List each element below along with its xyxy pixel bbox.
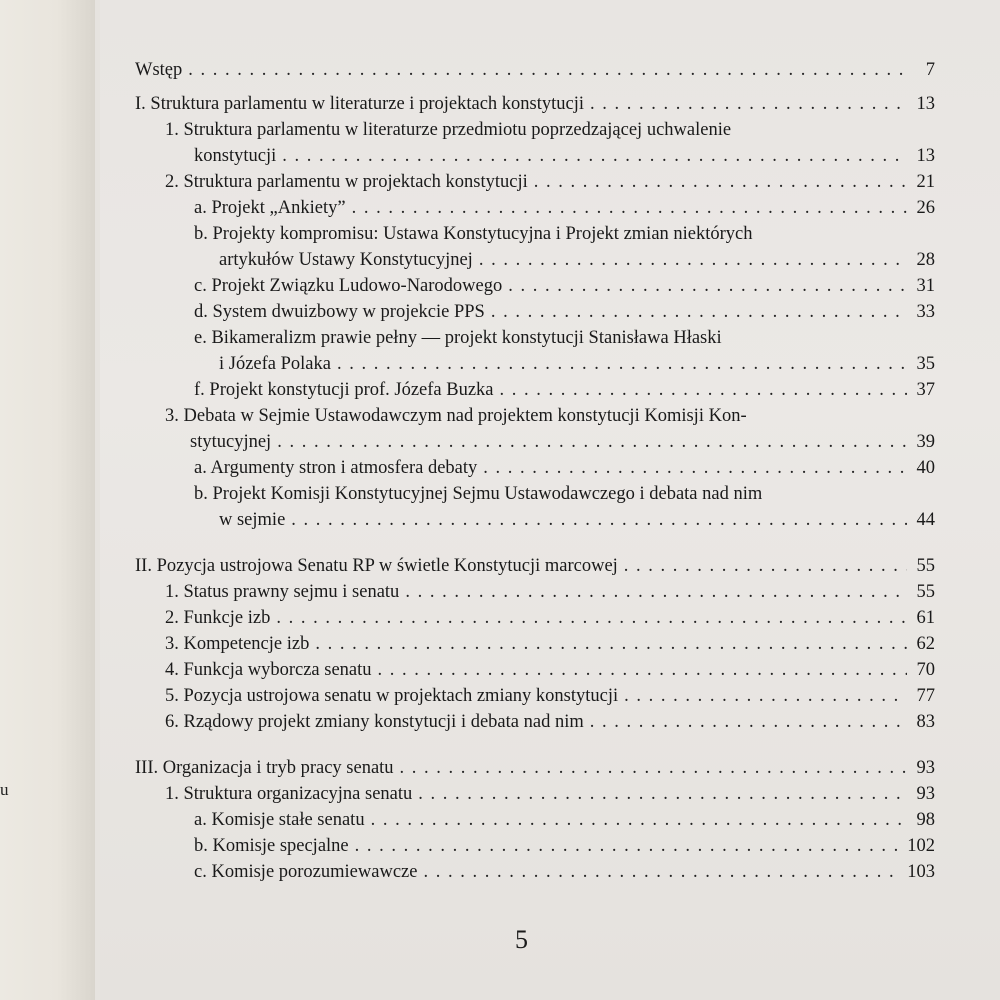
toc-page-number: 93 bbox=[916, 784, 935, 804]
adjacent-page-edge bbox=[0, 0, 95, 1000]
toc-page-number: 7 bbox=[925, 60, 935, 80]
toc-chapter-1: I. Struktura parlamentu w literaturze i projektach konstytucji . . . 13 bbox=[135, 91, 935, 117]
toc-page-number: 70 bbox=[916, 660, 935, 680]
toc-section-3-1: 1. Struktura organizacyjna senatu . . . 93 bbox=[135, 781, 935, 807]
page-number: 5 bbox=[515, 925, 528, 954]
toc-subsection-3-1-b: b. Komisje specjalne . . . 102 bbox=[135, 833, 935, 859]
adjacent-page-glyph: u bbox=[0, 780, 9, 799]
toc-section-1-1: 1. Struktura parlamentu w literaturze przedmiotu poprzedzającej uchwalenie konstytucji . . . 13 bbox=[135, 117, 935, 169]
toc-page-number: 62 bbox=[916, 634, 935, 654]
toc-page-number: 93 bbox=[916, 758, 935, 778]
toc-page-number: 40 bbox=[916, 458, 935, 478]
toc-subsection-1-2-d: d. System dwuizbowy w projekcie PPS . . . 33 bbox=[135, 299, 935, 325]
toc-page-number: 55 bbox=[916, 556, 935, 576]
toc-page-number: 31 bbox=[916, 276, 935, 296]
toc-entry-wstep: Wstęp . . . 7 bbox=[135, 57, 935, 83]
toc-page-number: 35 bbox=[916, 354, 935, 374]
toc-subsection-3-1-a: a. Komisje stałe senatu . . . 98 bbox=[135, 807, 935, 833]
toc-page-number: 102 bbox=[907, 836, 935, 856]
toc-section-1-2: 2. Struktura parlamentu w projektach konstytucji . . . 21 bbox=[135, 169, 935, 195]
toc-subsection-1-2-c: c. Projekt Związku Ludowo-Narodowego . . . 31 bbox=[135, 273, 935, 299]
toc-page-number: 26 bbox=[916, 198, 935, 218]
toc-chapter-2: II. Pozycja ustrojowa Senatu RP w świetle Konstytucji marcowej . . . 55 bbox=[135, 553, 935, 579]
toc-page-number: 21 bbox=[916, 172, 935, 192]
toc-subsection-1-2-b: b. Projekty kompromisu: Ustawa Konstytucyjna i Projekt zmian niektórych artykułów Ustawy Konstytucyjnej . . . 28 bbox=[135, 221, 935, 273]
toc-page-number: 103 bbox=[907, 862, 935, 882]
toc-page-number: 13 bbox=[916, 146, 935, 166]
toc-subsection-1-3-a: a. Argumenty stron i atmosfera debaty . . . 40 bbox=[135, 455, 935, 481]
toc-subsection-1-2-a: a. Projekt „Ankiety” . . . 26 bbox=[135, 195, 935, 221]
toc-section-2-5: 5. Pozycja ustrojowa senatu w projektach zmiany konstytucji . . . 77 bbox=[135, 683, 935, 709]
toc-page-number: 98 bbox=[916, 810, 935, 830]
toc-page-number: 37 bbox=[916, 380, 935, 400]
toc-subsection-3-1-c: c. Komisje porozumiewawcze . . . 103 bbox=[135, 859, 935, 885]
toc-subsection-1-2-e: e. Bikameralizm prawie pełny — projekt konstytucji Stanisława Hłaski i Józefa Polaka . . . 35 bbox=[135, 325, 935, 377]
toc-page-number: 44 bbox=[916, 510, 935, 530]
toc-section-2-1: 1. Status prawny sejmu i senatu . . . 55 bbox=[135, 579, 935, 605]
toc-page-number: 13 bbox=[916, 94, 935, 114]
toc-section-2-6: 6. Rządowy projekt zmiany konstytucji i debata nad nim . . . 83 bbox=[135, 709, 935, 735]
toc-page-number: 39 bbox=[916, 432, 935, 452]
toc-subsection-1-3-b: b. Projekt Komisji Konstytucyjnej Sejmu Ustawodawczego i debata nad nim w sejmie . . . 44 bbox=[135, 481, 935, 533]
toc-section-2-2: 2. Funkcje izb . . . 61 bbox=[135, 605, 935, 631]
toc-page-number: 28 bbox=[916, 250, 935, 270]
toc-page-number: 55 bbox=[916, 582, 935, 602]
toc-page-number: 77 bbox=[916, 686, 935, 706]
toc-subsection-1-2-f: f. Projekt konstytucji prof. Józefa Buzka . . . 37 bbox=[135, 377, 935, 403]
toc-section-2-3: 3. Kompetencje izb . . . 62 bbox=[135, 631, 935, 657]
toc-section-2-4: 4. Funkcja wyborcza senatu . . . 70 bbox=[135, 657, 935, 683]
table-of-contents bbox=[135, 57, 935, 885]
toc-page-number: 61 bbox=[916, 608, 935, 628]
toc-chapter-3: III. Organizacja i tryb pracy senatu . . . 93 bbox=[135, 755, 935, 781]
toc-section-1-3: 3. Debata w Sejmie Ustawodawczym nad projektem konstytucji Komisji Kon- stytucyjnej . . . 39 bbox=[135, 403, 935, 455]
toc-page-number: 33 bbox=[916, 302, 935, 322]
book-page bbox=[100, 0, 1000, 1000]
toc-page-number: 83 bbox=[916, 712, 935, 732]
